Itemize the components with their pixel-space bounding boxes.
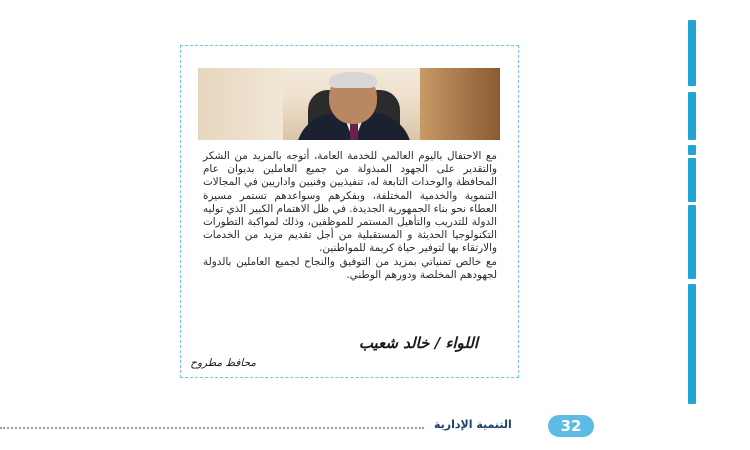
magazine-title: التنمية الإدارية	[434, 418, 512, 431]
decorative-bar	[688, 205, 696, 279]
message-paragraph: مع الاحتفال باليوم العالمي للخدمة العامة، أتوجه بالمزيد من الشكر والتقدير على الجهود المبذولة من جميع العاملين بديوان عام المحافظة والوحدات التابعة له، تنفيذيين وفنيين واداريين في المجالات التنموية والخدمية المختلفة، وبفكرهم وسواعدهم تستمر مسيرة العطاء نحو بناء الجمهورية الجديدة. في ظل الاهتمام الكبير الذي توليه الدولة للتدريب والتأهيل المستمر للموظفين، وذلك لمواكبة التطورات التكنولوجيا الحديثة و المستقبلية من أجل تقديم مزيد من الخدمات والارتقاء بها لتوفير حياة كريمة للمواطنين.	[203, 150, 497, 255]
decorative-bar	[688, 158, 696, 202]
governor-photo	[198, 68, 500, 140]
signature-title: محافظ مطروح	[190, 357, 256, 369]
message-paragraph: مع خالص تمنياتي بمزيد من التوفيق والنجاح لجميع العاملين بالدولة لجهودهم المخلصة ودورهم الوطني.	[203, 255, 497, 281]
decorative-bar	[688, 20, 696, 86]
decorative-bar	[688, 145, 696, 155]
decorative-bar	[688, 92, 696, 140]
signature-name: اللواء / خالد شعيب	[358, 334, 478, 352]
decorative-bar	[688, 284, 696, 404]
message-body	[203, 150, 497, 282]
message-card	[180, 45, 519, 378]
page-number: 32	[548, 415, 594, 437]
footer-divider	[0, 427, 424, 429]
